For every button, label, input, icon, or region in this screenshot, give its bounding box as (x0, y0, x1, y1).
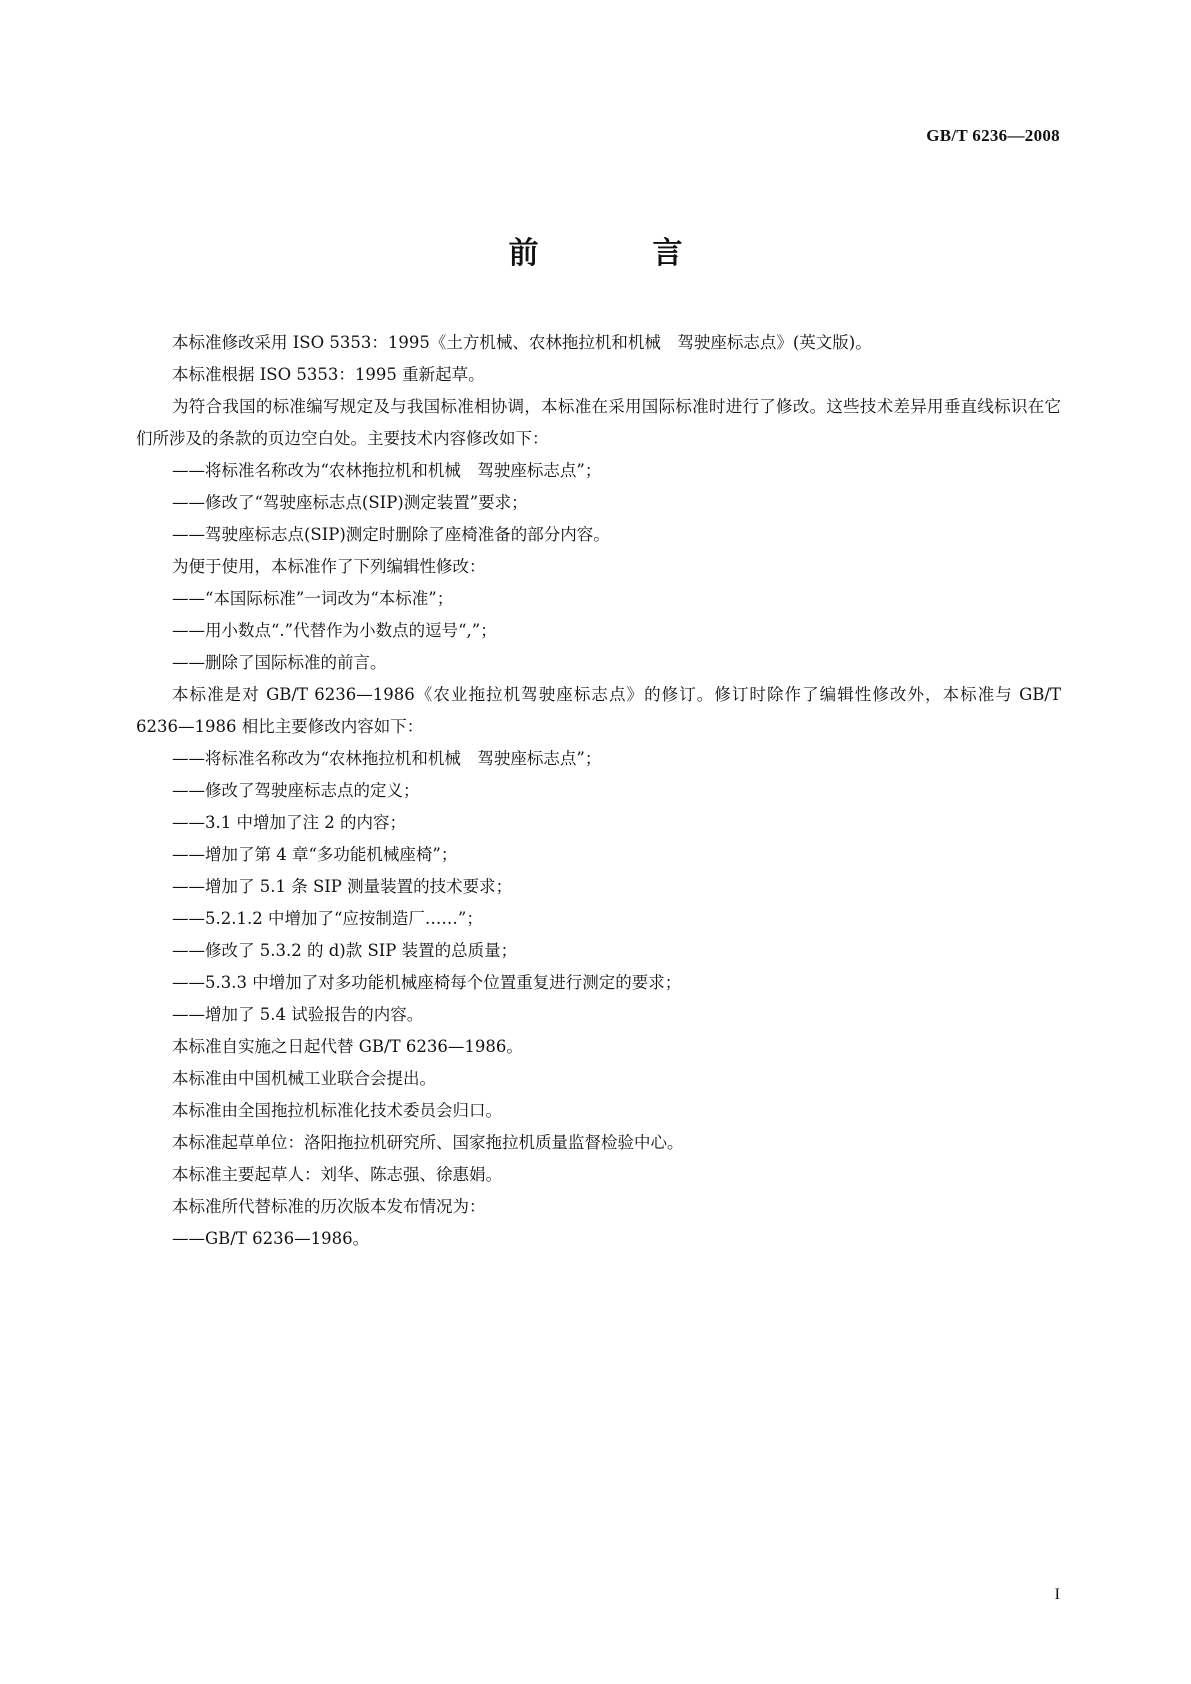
paragraph: 本标准修改采用 ISO 5353：1995《土方机械、农林拖拉机和机械 驾驶座标志点》(英文版)。 (172, 333, 872, 352)
list-item: ——修改了“驾驶座标志点(SIP)测定装置”要求； (172, 493, 528, 512)
paragraph: 为便于使用，本标准作了下列编辑性修改： (172, 557, 486, 576)
list-item: ——删除了国际标准的前言。 (172, 653, 387, 672)
list-item: ——修改了驾驶座标志点的定义； (172, 781, 420, 800)
page-title: 前 言 (508, 236, 725, 271)
paragraph: 本标准根据 ISO 5353：1995 重新起草。 (172, 365, 485, 384)
paragraph: 本标准主要起草人：刘华、陈志强、徐惠娟。 (172, 1165, 502, 1184)
paragraph: 本标准自实施之日起代替 GB/T 6236—1986。 (172, 1037, 523, 1056)
paragraph: 为符合我国的标准编写规定及与我国标准相协调，本标准在采用国际标准时进行了修改。这些技术差异用垂直线标识在它们所涉及的条款的页边空白处。主要技术内容修改如下： (136, 397, 1061, 448)
standard-code: GB/T 6236—2008 (926, 126, 1060, 145)
list-item: ——5.3.3 中增加了对多功能机械座椅每个位置重复进行测定的要求； (172, 973, 682, 992)
list-item: ——3.1 中增加了注 2 的内容； (172, 813, 406, 832)
list-item: ——将标准名称改为“农林拖拉机和机械 驾驶座标志点”； (172, 749, 602, 768)
paragraph: 本标准是对 GB/T 6236—1986《农业拖拉机驾驶座标志点》的修订。修订时除作了编辑性修改外，本标准与 GB/T 6236—1986 相比主要修改内容如下： (136, 685, 1061, 736)
list-item: ——用小数点“.”代替作为小数点的逗号“,”； (172, 621, 497, 640)
list-item: ——修改了 5.3.2 的 d)款 SIP 装置的总质量； (172, 941, 518, 960)
paragraph: 本标准所代替标准的历次版本发布情况为： (172, 1197, 486, 1216)
paragraph: 本标准起草单位：洛阳拖拉机研究所、国家拖拉机质量监督检验中心。 (172, 1133, 684, 1152)
list-item: ——增加了第 4 章“多功能机械座椅”； (172, 845, 458, 864)
list-item: ——GB/T 6236—1986。 (172, 1229, 370, 1248)
list-item: ——将标准名称改为“农林拖拉机和机械 驾驶座标志点”； (172, 461, 602, 480)
list-item: ——增加了 5.4 试验报告的内容。 (172, 1005, 424, 1024)
paragraph: 本标准由中国机械工业联合会提出。 (172, 1069, 436, 1088)
list-item: ——5.2.1.2 中增加了“应按制造厂……”； (172, 909, 483, 928)
list-item: ——增加了 5.1 条 SIP 测量装置的技术要求； (172, 877, 513, 896)
list-item: ——“本国际标准”一词改为“本标准”； (172, 589, 454, 608)
page-number: I (1054, 1586, 1060, 1603)
list-item: ——驾驶座标志点(SIP)测定时删除了座椅准备的部分内容。 (172, 525, 610, 544)
paragraph: 本标准由全国拖拉机标准化技术委员会归口。 (172, 1101, 502, 1120)
foreword-body (136, 327, 1061, 1255)
